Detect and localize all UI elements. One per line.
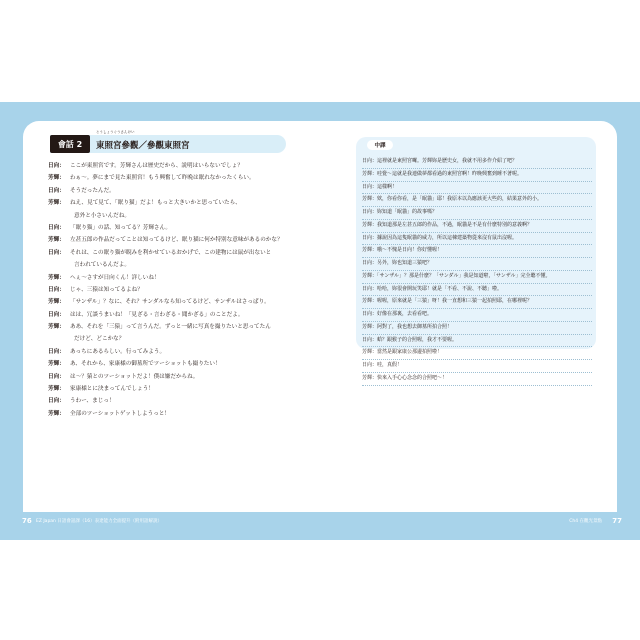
dialogue-line	[48, 247, 338, 259]
book-title: EZ Japan 日語會話課（16）表達能力全面提升（附用語解說）	[36, 519, 163, 524]
speaker-label: 芳輝：	[48, 274, 65, 281]
dialogue-text: ああ、それを「三猿」って言うんだ。ずっと一緒に写真を撮りたいと思ってたん	[70, 324, 271, 331]
translation-lines	[362, 156, 592, 386]
dialogue-text: 全部のツーショットゲットしようっと！	[70, 410, 171, 417]
dialogue-text: 「眠り猫」の話、知ってる？芳輝さん。	[70, 224, 172, 231]
dialogue-text: そうだったんだ。	[70, 187, 115, 194]
dialogue-line	[48, 321, 338, 333]
translation-line: 日向：好像在那裏，去看看吧。	[362, 309, 592, 322]
dialogue-line	[48, 309, 338, 321]
dialogue-text: はは、冗談うまいね！「見ざる・言わざる・聞かざる」のことだよ。	[70, 311, 244, 318]
dialogue-text: 意外と小さいんだね。	[74, 212, 130, 219]
dialogue-text: 「サンザル」？なに、それ？サンダルなら知ってるけど、サンザルはさっぱり。	[70, 299, 270, 306]
dialogue-line	[48, 259, 338, 271]
translation-line: 日向：蛤？跟猴子的合照喔，我才不要喔。	[362, 335, 592, 348]
page-number-right: 77	[612, 517, 622, 525]
dialogue-line	[48, 333, 338, 345]
translation-line: 日向：這樣啊！	[362, 182, 592, 195]
speaker-label: 日向：	[48, 286, 65, 293]
dialogue-text: へぇ～さすが日向くん！詳しいね！	[70, 274, 160, 281]
speaker-label: 日向：	[48, 224, 65, 231]
conversation-tag: 會話 2	[50, 135, 90, 153]
conversation-ruby: とうしょうぐうさんけい	[96, 130, 135, 134]
dialogue-text: あっちにあるらしい。行ってみよう。	[70, 348, 166, 355]
translation-line: 日向：哈哈，妳很會開玩笑耶！就是「不看、不說、不聽」啦。	[362, 284, 592, 297]
dialogue-line	[48, 160, 338, 172]
translation-line: 芳輝：哦～不愧是日向！你好懂喔！	[362, 245, 592, 258]
dialogue-line	[48, 371, 338, 383]
speaker-label: 芳輝：	[48, 410, 65, 417]
speaker-label: 芳輝：	[48, 200, 65, 207]
speaker-label: 芳輝：	[48, 386, 65, 393]
speaker-label: 日向：	[48, 187, 65, 194]
translation-line: 芳輝：欸，你看你看，是「眠貓」耶！我原本以為應該更大些的，結果意外的小。	[362, 194, 592, 207]
dialogue-text: 左甚五郎の作品だってことは知ってるけど、眠り猫に何か特別な意味があるのかな？	[70, 237, 283, 244]
translation-line: 日向：另外，妳也知道三猿吧？	[362, 258, 592, 271]
dialogue-line	[48, 197, 338, 209]
speaker-label: 日向：	[48, 398, 65, 405]
dialogue-line	[48, 234, 338, 246]
speaker-label: 芳輝：	[48, 324, 65, 331]
dialogue-text: ねえ、見て見て、「眠り猫」だよ！もっと大きいかと思っていたら、	[70, 200, 241, 207]
dialogue-text: だけど、どこかな？	[74, 336, 125, 343]
dialogue-text: うわー、まじっ！	[70, 398, 115, 405]
dialogue-line	[48, 395, 338, 407]
dialogue-line	[48, 210, 338, 222]
translation-line: 芳輝：喔喔，原來就是「三猿」呀！我一直想和三猿一起拍照耶，在哪裡呢？	[362, 296, 592, 309]
dialogue-line	[48, 284, 338, 296]
dialogue-text: は～？猿とのツーショットだよ！僕は嫌だからね。	[70, 373, 199, 380]
dialogue-line	[48, 408, 338, 420]
dialogue-line	[48, 346, 338, 358]
dialogue-line	[48, 272, 338, 284]
dialogue-text: それは、この眠り猫が睨みを利かせているおかげで、この建物には鼠が出ないと	[70, 249, 272, 256]
dialogue-line	[48, 172, 338, 184]
dialogue-text: じゃ、三猿は知ってるよね？	[70, 286, 143, 293]
translation-line: 日向：據說因為這隻眠貓的威力，所以這棟建築物從來沒有鼠出沒喔。	[362, 233, 592, 246]
translation-tag: 中譯	[367, 140, 393, 150]
translation-line: 芳輝：我知道那是左甚五郎的作品，不過，眠貓是不是有什麼特別的意義啊？	[362, 220, 592, 233]
speaker-label: 日向：	[48, 163, 65, 169]
speaker-label: 日向：	[48, 249, 65, 256]
speaker-label: 日向：	[48, 373, 65, 380]
translation-line: 芳輝：快來入手心心念念的合照吧～！	[362, 373, 592, 386]
translation-line: 日向：妳知道「眠貓」的故事嗎？	[362, 207, 592, 220]
speaker-label: 芳輝：	[48, 299, 65, 306]
dialogue-text: わぁ～。夢にまで見た東照宮！もう興奮して昨晩は眠れなかったくらい。	[70, 175, 255, 182]
speaker-label: 芳輝：	[48, 361, 65, 368]
translation-line: 芳輝：當然是跟家康公那邊拍照啦！	[362, 347, 592, 360]
footer	[0, 512, 640, 540]
dialogue-text: あ、それから、家康様の御墓所でツーショットも撮りたい！	[70, 361, 221, 368]
speaker-label: 日向：	[48, 311, 65, 318]
speaker-label: 芳輝：	[48, 237, 65, 244]
dialogue-line	[48, 185, 338, 197]
dialogue-text: 家康様とに決まってんでしょう！	[70, 386, 154, 393]
dialogue-line	[48, 222, 338, 234]
dialogue-text: ここが東照宮です。芳輝さんは歴史だから、説明はいらないでしょ？	[70, 163, 243, 169]
translation-line: 日向：這裡就是東照宮囉。芳輝妳是歷史女，我就不用多作介紹了吧？	[362, 156, 592, 169]
speaker-label: 日向：	[48, 348, 65, 355]
translation-line: 芳輝：阿對了，我也想去御墓所拍合照！	[362, 322, 592, 335]
dialogue-line	[48, 358, 338, 370]
page-number-left: 76	[22, 517, 32, 525]
conversation-title: 東照宮參觀／參觀東照宮	[96, 141, 190, 151]
speaker-label: 芳輝：	[48, 175, 65, 182]
dialogue-text: 言われているんだよ。	[74, 262, 130, 269]
dialogue	[48, 160, 338, 420]
translation-line: 日向：哇，真假！	[362, 360, 592, 373]
section-name: Ch4 在觀光景點	[569, 519, 602, 524]
translation-line: 芳輝：「サンザル」？那是什麼？「サンダル」我是知道啦，「サンザル」完全聽不懂。	[362, 271, 592, 284]
dialogue-line	[48, 296, 338, 308]
dialogue-line	[48, 383, 338, 395]
translation-line: 芳輝：哇覺～這就是我連做夢都看過的東照宮啊！昨晚興奮到睡不著呢。	[362, 169, 592, 182]
